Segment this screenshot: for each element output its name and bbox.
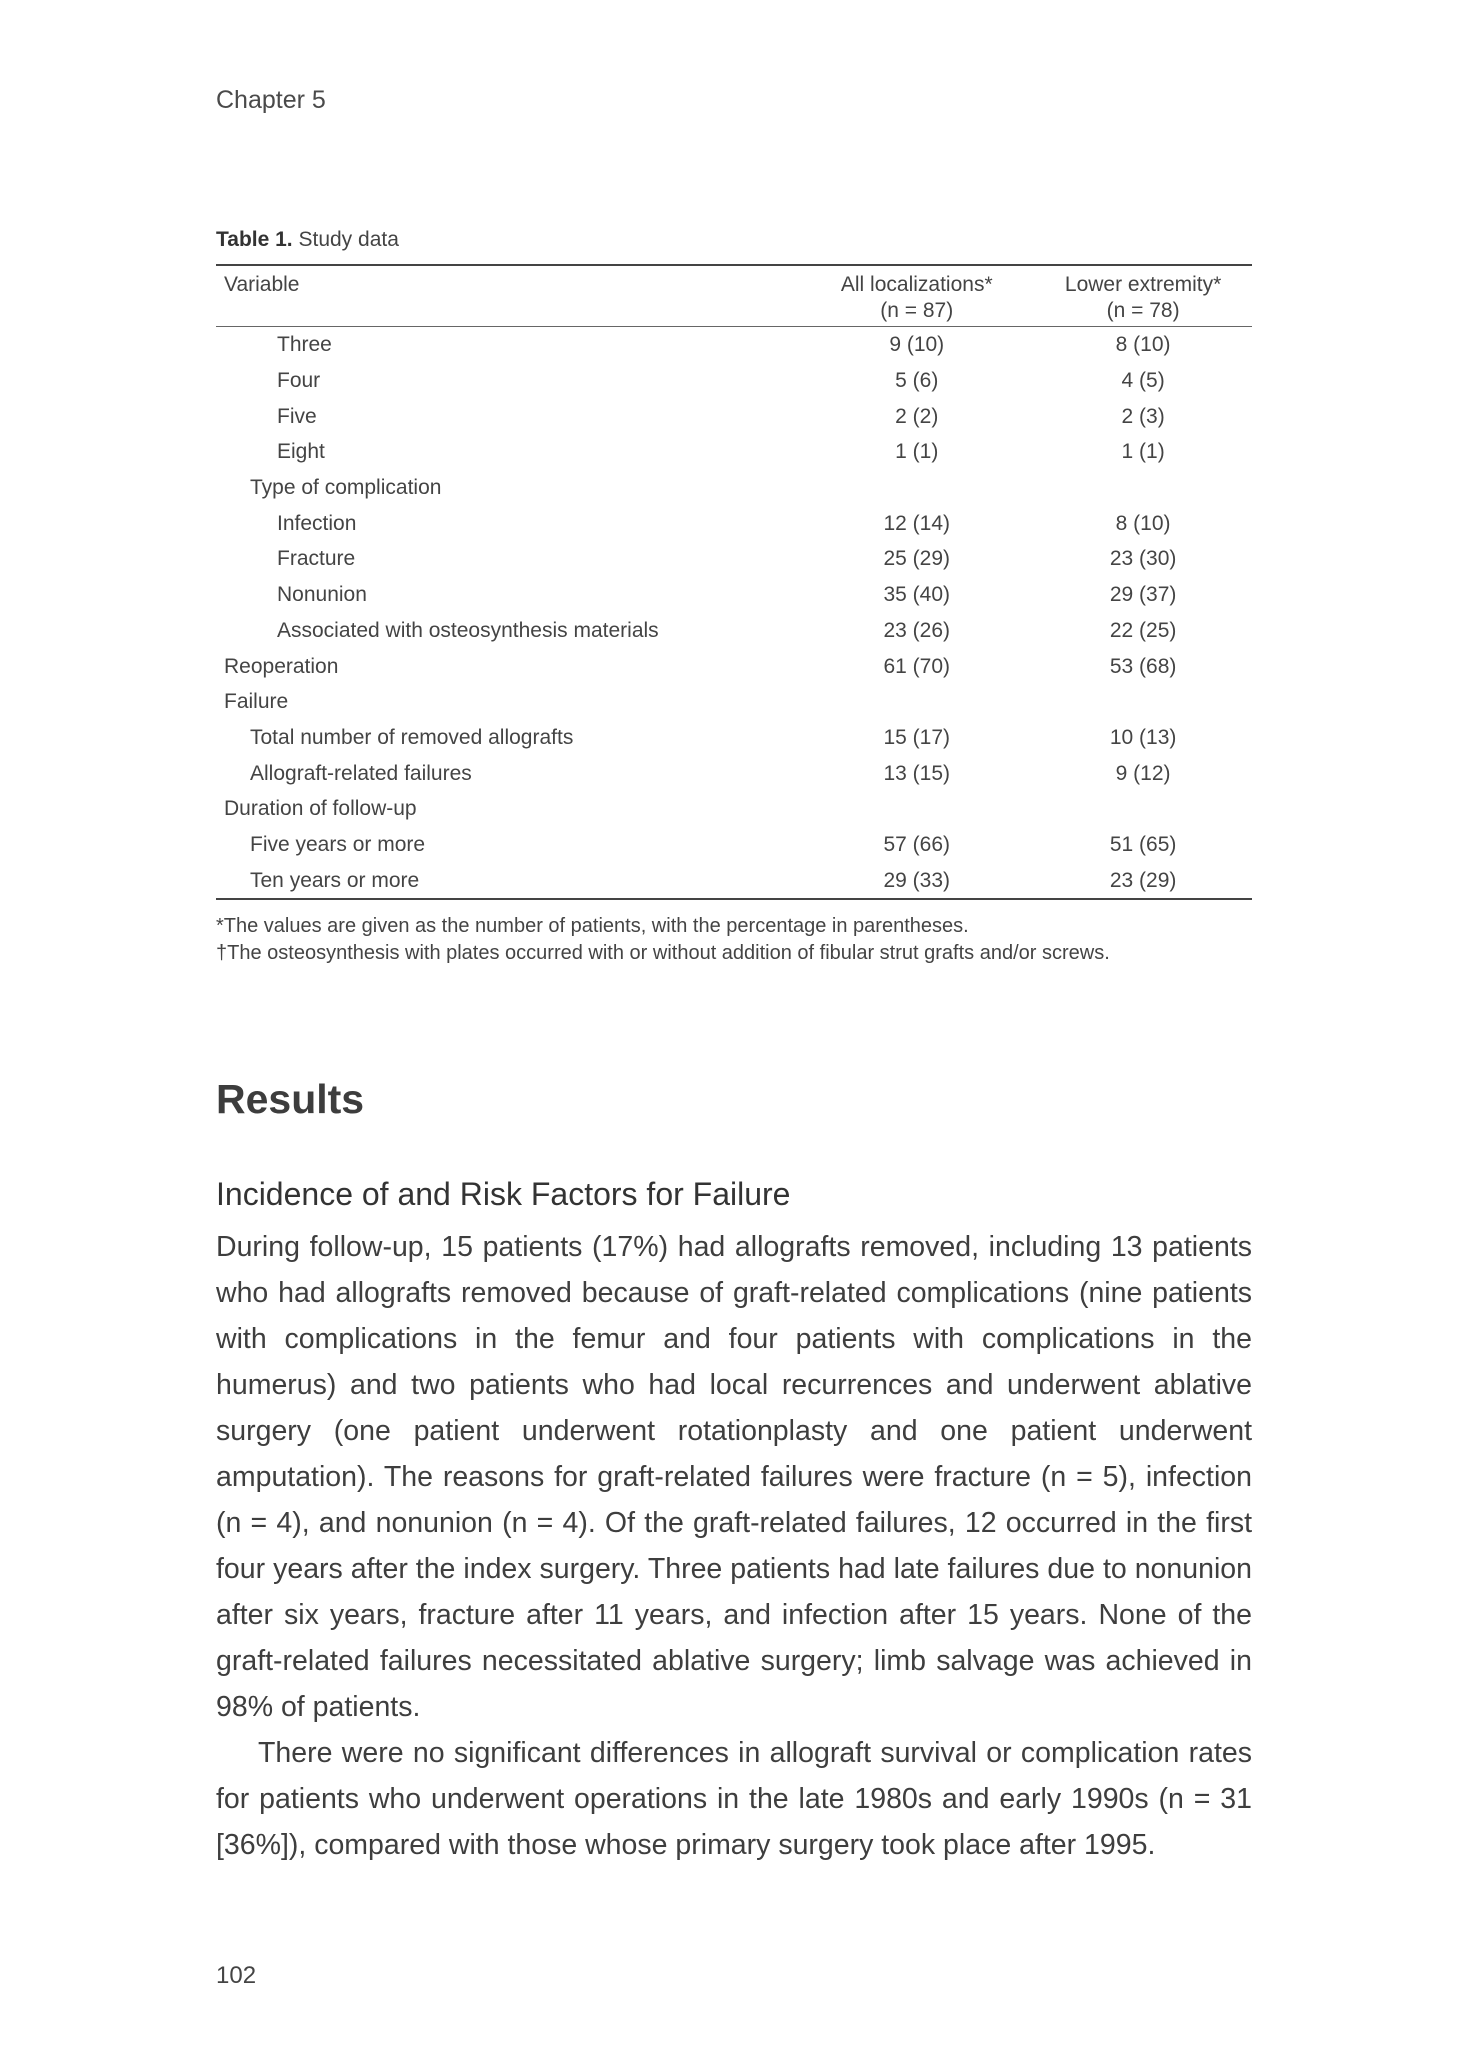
table-row	[216, 613, 1252, 649]
cell-variable: Duration of follow-up	[224, 797, 417, 821]
cell-all-localizations	[799, 684, 1034, 720]
cell-variable: Nonunion	[277, 583, 367, 607]
subsection-heading: Incidence of and Risk Factors for Failure	[216, 1176, 791, 1212]
cell-all-localizations: 1 (1)	[895, 440, 939, 464]
cell-variable: Five years or more	[250, 832, 426, 856]
table-row	[216, 470, 1252, 506]
section-heading: Results	[216, 1076, 365, 1122]
table-row	[216, 434, 1252, 470]
cell-lower-extremity: 4 (5)	[1121, 369, 1165, 393]
cell-lower-extremity	[1034, 791, 1252, 827]
cell-lower-extremity: 1 (1)	[1121, 440, 1165, 464]
header-lower-line1: Lower extremity*	[1064, 273, 1222, 296]
cell-variable: Type of complication	[250, 476, 442, 500]
table-title: Study data	[298, 228, 399, 251]
cell-lower-extremity	[1034, 470, 1252, 506]
cell-lower-extremity: 51 (65)	[1109, 832, 1177, 856]
cell-variable: Eight	[277, 440, 325, 464]
cell-all-localizations: 25 (29)	[883, 547, 951, 571]
running-head: Chapter 5	[216, 86, 326, 114]
cell-lower-extremity: 22 (25)	[1109, 618, 1177, 642]
cell-variable: Total number of removed allografts	[250, 725, 574, 749]
cell-variable: Reoperation	[224, 654, 339, 678]
cell-all-localizations	[799, 470, 1034, 506]
table-row	[216, 791, 1252, 827]
table-row	[216, 541, 1252, 577]
cell-all-localizations: 35 (40)	[883, 583, 951, 607]
header-variable: Variable	[216, 265, 799, 327]
paragraph: During follow-up, 15 patients (17%) had allografts removed, including 13 patients who had allografts removed because of graft-related complications (nine patients with complications in the femur and four patients with complications in the humerus) and two patients who had local recurrences and underwent ablative surgery (one patient underwent rotationplasty and one patient underwent amputation). The reasons for graft-related failures were fracture (n = 5), infection (n = 4), and nonunion (n = 4). Of the graft-related failures, 12 occurred in the first four years after the index surgery. Three patients had late failures due to nonunion after six years, fracture after 11 years, and infection after 15 years. None of the graft-related failures necessitated ablative surgery; limb salvage was achieved in 98% of patients.	[216, 1231, 1252, 1723]
body-text	[216, 1224, 1252, 1868]
cell-variable: Infection	[277, 511, 357, 535]
cell-all-localizations: 9 (10)	[889, 333, 945, 357]
cell-variable: Associated with osteosynthesis materials	[277, 618, 659, 642]
footnote: †The osteosynthesis with plates occurred with or without addition of fibular strut grafts and/or screws.	[216, 942, 1110, 964]
cell-all-localizations: 57 (66)	[883, 832, 951, 856]
table-header-row	[216, 265, 1252, 327]
cell-all-localizations	[799, 791, 1034, 827]
cell-lower-extremity: 2 (3)	[1121, 404, 1165, 428]
cell-lower-extremity	[1034, 684, 1252, 720]
cell-variable: Five	[277, 404, 317, 428]
cell-lower-extremity: 8 (10)	[1115, 333, 1171, 357]
header-lower-line2: (n = 78)	[1106, 299, 1180, 322]
cell-variable: Four	[277, 369, 321, 393]
cell-variable: Three	[277, 333, 332, 357]
table-row	[216, 398, 1252, 434]
cell-all-localizations: 29 (33)	[799, 862, 1034, 899]
cell-all-localizations: 23 (26)	[883, 618, 951, 642]
table-label: Table 1.	[216, 228, 293, 251]
study-data-table	[216, 264, 1252, 900]
table-row	[216, 327, 1252, 363]
cell-all-localizations: 5 (6)	[895, 369, 939, 393]
cell-variable: Failure	[224, 690, 289, 714]
cell-all-localizations: 13 (15)	[883, 761, 951, 785]
cell-variable: Allograft-related failures	[250, 761, 472, 785]
table-footnotes	[216, 913, 1110, 967]
paragraph: There were no significant differences in allograft survival or complication rates for patients who underwent operations in the late 1980s and early 1990s (n = 31 [36%]), compared with those whose primary surgery took place after 1995.	[216, 1737, 1252, 1861]
table-row	[216, 505, 1252, 541]
table-row	[216, 577, 1252, 613]
cell-lower-extremity: 53 (68)	[1109, 654, 1177, 678]
cell-lower-extremity: 10 (13)	[1109, 725, 1177, 749]
cell-variable: Fracture	[277, 547, 356, 571]
cell-all-localizations: 2 (2)	[895, 404, 939, 428]
table-body	[216, 327, 1252, 900]
table-row	[216, 862, 1252, 899]
header-lower-extremity	[1034, 265, 1252, 327]
header-all-localizations	[799, 265, 1034, 327]
cell-all-localizations: 61 (70)	[883, 654, 951, 678]
cell-variable: Ten years or more	[216, 862, 799, 899]
cell-lower-extremity: 8 (10)	[1115, 511, 1171, 535]
table-row	[216, 648, 1252, 684]
cell-lower-extremity: 23 (30)	[1109, 547, 1177, 571]
table-caption	[216, 228, 399, 252]
header-all-line1: All localizations*	[840, 273, 993, 296]
cell-all-localizations: 15 (17)	[883, 725, 951, 749]
table-row	[216, 684, 1252, 720]
table	[216, 264, 1252, 900]
document-page	[216, 0, 1252, 2071]
page-number: 102	[216, 1962, 257, 1989]
footnote: *The values are given as the number of patients, with the percentage in parentheses.	[216, 915, 969, 937]
table-row	[216, 720, 1252, 756]
cell-lower-extremity: 23 (29)	[1034, 862, 1252, 899]
cell-lower-extremity: 9 (12)	[1115, 761, 1171, 785]
table-row	[216, 827, 1252, 863]
table-row	[216, 755, 1252, 791]
header-all-line2: (n = 87)	[880, 299, 954, 322]
cell-all-localizations: 12 (14)	[883, 511, 951, 535]
table-row	[216, 363, 1252, 399]
cell-lower-extremity: 29 (37)	[1109, 583, 1177, 607]
